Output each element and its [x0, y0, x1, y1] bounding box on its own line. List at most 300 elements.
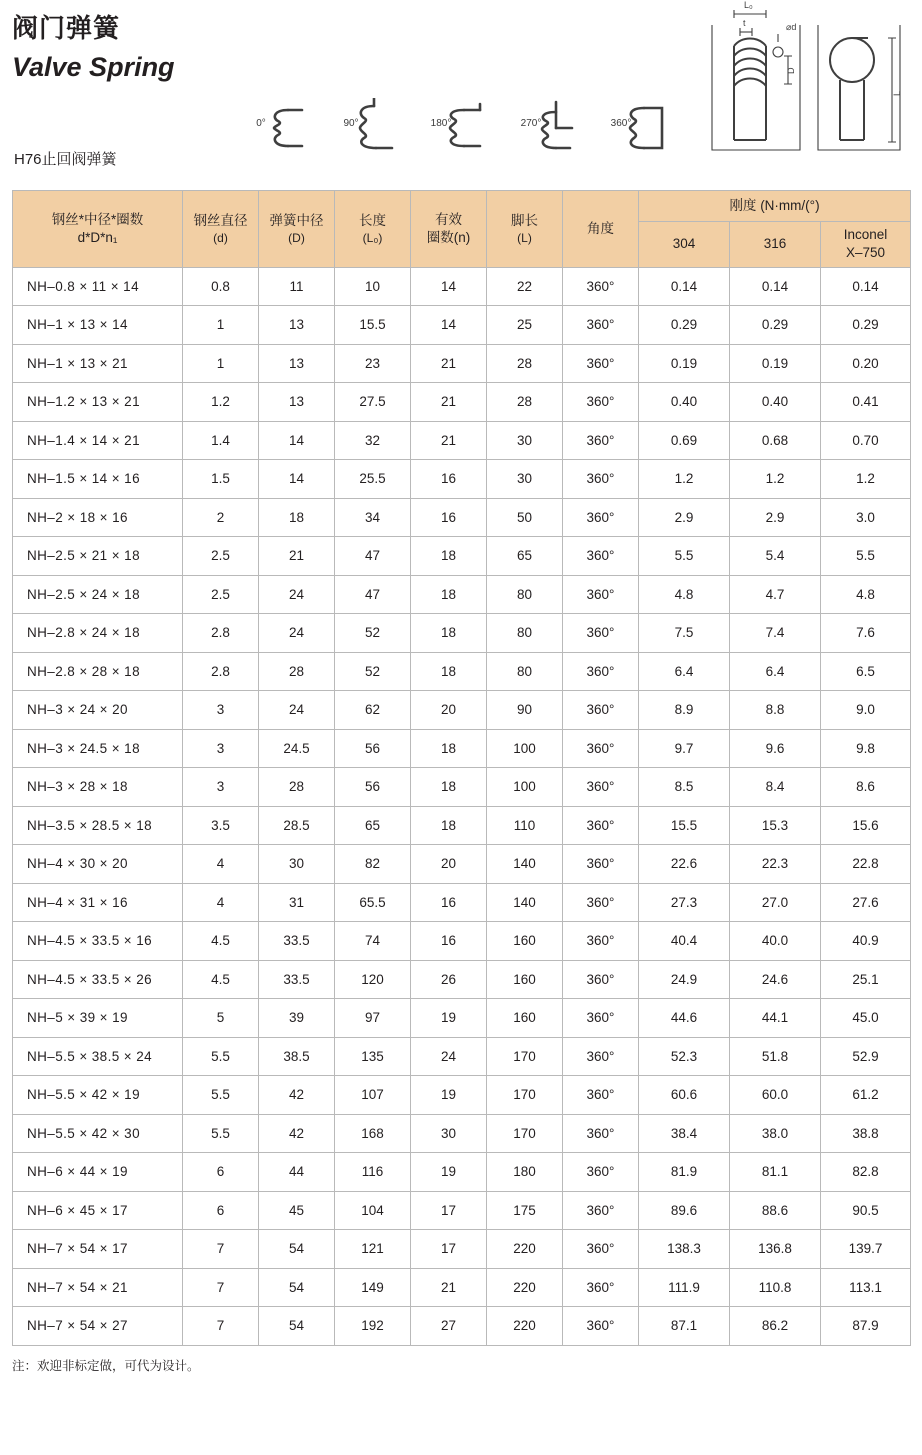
th-leg-length-line2: (L)	[517, 230, 532, 245]
cell-wire-diameter: 5.5	[183, 1076, 259, 1115]
cell-angle: 360°	[563, 306, 639, 345]
cell-leg-length: 28	[487, 344, 563, 383]
cell-leg-length: 80	[487, 614, 563, 653]
cell-stiffness-316: 88.6	[730, 1191, 821, 1230]
table-row	[13, 999, 911, 1038]
cell-leg-length: 220	[487, 1268, 563, 1307]
cell-mean-diameter: 30	[259, 845, 335, 884]
table-header	[13, 191, 911, 268]
table-row	[13, 1114, 911, 1153]
cell-leg-length: 160	[487, 999, 563, 1038]
cell-model: NH–4 × 30 × 20	[13, 845, 183, 884]
cell-wire-diameter: 4.5	[183, 922, 259, 961]
table-row	[13, 1268, 911, 1307]
cell-coils: 19	[411, 1153, 487, 1192]
cell-mean-diameter: 33.5	[259, 960, 335, 999]
th-coils-line1: 有效	[435, 211, 462, 227]
cell-mean-diameter: 54	[259, 1268, 335, 1307]
cell-leg-length: 80	[487, 652, 563, 691]
cell-model: NH–5 × 39 × 19	[13, 999, 183, 1038]
cell-coils: 18	[411, 652, 487, 691]
cell-mean-diameter: 54	[259, 1230, 335, 1269]
cell-leg-length: 90	[487, 691, 563, 730]
page-subtitle: H76止回阀弹簧	[14, 151, 117, 168]
th-leg-length-line1: 脚长	[511, 212, 538, 228]
table-row	[13, 267, 911, 306]
cell-stiffness-304: 22.6	[639, 845, 730, 884]
cell-length: 23	[335, 344, 411, 383]
cell-stiffness-inconel: 139.7	[821, 1230, 911, 1269]
cell-stiffness-304: 8.5	[639, 768, 730, 807]
cell-model: NH–1 × 13 × 21	[13, 344, 183, 383]
cell-angle: 360°	[563, 344, 639, 383]
cell-stiffness-304: 5.5	[639, 537, 730, 576]
cell-model: NH–4.5 × 33.5 × 26	[13, 960, 183, 999]
cell-stiffness-316: 7.4	[730, 614, 821, 653]
cell-stiffness-316: 38.0	[730, 1114, 821, 1153]
cell-coils: 26	[411, 960, 487, 999]
cell-leg-length: 50	[487, 498, 563, 537]
cell-stiffness-inconel: 0.70	[821, 421, 911, 460]
cell-stiffness-316: 22.3	[730, 845, 821, 884]
table-row	[13, 1076, 911, 1115]
table-row	[13, 922, 911, 961]
cell-stiffness-316: 2.9	[730, 498, 821, 537]
cell-stiffness-304: 1.2	[639, 460, 730, 499]
cell-stiffness-316: 110.8	[730, 1268, 821, 1307]
cell-angle: 360°	[563, 729, 639, 768]
cell-stiffness-inconel: 3.0	[821, 498, 911, 537]
cell-model: NH–7 × 54 × 21	[13, 1268, 183, 1307]
cell-wire-diameter: 1	[183, 306, 259, 345]
cell-angle: 360°	[563, 421, 639, 460]
cell-leg-length: 220	[487, 1230, 563, 1269]
table-row	[13, 1037, 911, 1076]
cell-stiffness-316: 0.19	[730, 344, 821, 383]
cell-length: 168	[335, 1114, 411, 1153]
angle-illustration-0	[244, 98, 316, 158]
cell-mean-diameter: 13	[259, 344, 335, 383]
cell-leg-length: 220	[487, 1307, 563, 1346]
cell-stiffness-inconel: 0.20	[821, 344, 911, 383]
cell-leg-length: 100	[487, 768, 563, 807]
cell-stiffness-304: 138.3	[639, 1230, 730, 1269]
table-row	[13, 883, 911, 922]
table-row	[13, 729, 911, 768]
cell-model: NH–3 × 28 × 18	[13, 768, 183, 807]
angle-label: 270°	[520, 118, 542, 129]
th-material-inconel-line1: Inconel	[843, 227, 888, 243]
cell-mean-diameter: 13	[259, 383, 335, 422]
cell-angle: 360°	[563, 883, 639, 922]
cell-length: 74	[335, 922, 411, 961]
cell-wire-diameter: 3	[183, 768, 259, 807]
cell-angle: 360°	[563, 267, 639, 306]
cell-angle: 360°	[563, 575, 639, 614]
th-model-line1: 钢丝*中径*圈数	[51, 211, 144, 227]
cell-mean-diameter: 39	[259, 999, 335, 1038]
cell-leg-length: 140	[487, 883, 563, 922]
table-row	[13, 960, 911, 999]
cell-model: NH–3.5 × 28.5 × 18	[13, 806, 183, 845]
cell-stiffness-304: 111.9	[639, 1268, 730, 1307]
cell-model: NH–2.5 × 21 × 18	[13, 537, 183, 576]
cell-model: NH–1.4 × 14 × 21	[13, 421, 183, 460]
cell-angle: 360°	[563, 1307, 639, 1346]
cell-wire-diameter: 4	[183, 883, 259, 922]
cell-length: 120	[335, 960, 411, 999]
cell-length: 56	[335, 768, 411, 807]
cell-mean-diameter: 18	[259, 498, 335, 537]
th-angle: 角度	[563, 191, 639, 268]
cell-stiffness-inconel: 15.6	[821, 806, 911, 845]
cell-model: NH–1 × 13 × 14	[13, 306, 183, 345]
cell-length: 25.5	[335, 460, 411, 499]
cell-leg-length: 22	[487, 267, 563, 306]
cell-length: 192	[335, 1307, 411, 1346]
cell-stiffness-304: 9.7	[639, 729, 730, 768]
cell-stiffness-304: 81.9	[639, 1153, 730, 1192]
cell-leg-length: 65	[487, 537, 563, 576]
cell-stiffness-inconel: 82.8	[821, 1153, 911, 1192]
cell-leg-length: 170	[487, 1114, 563, 1153]
cell-mean-diameter: 13	[259, 306, 335, 345]
cell-length: 135	[335, 1037, 411, 1076]
angle-illustration-row	[244, 98, 676, 158]
cell-coils: 17	[411, 1230, 487, 1269]
cell-stiffness-316: 9.6	[730, 729, 821, 768]
cell-angle: 360°	[563, 845, 639, 884]
cell-stiffness-inconel: 6.5	[821, 652, 911, 691]
cell-mean-diameter: 11	[259, 267, 335, 306]
table-row	[13, 344, 911, 383]
dimension-label-d: ⌀d	[786, 22, 797, 32]
cell-model: NH–5.5 × 42 × 19	[13, 1076, 183, 1115]
cell-wire-diameter: 2.8	[183, 652, 259, 691]
cell-coils: 19	[411, 999, 487, 1038]
cell-length: 97	[335, 999, 411, 1038]
cell-length: 47	[335, 575, 411, 614]
cell-model: NH–6 × 44 × 19	[13, 1153, 183, 1192]
cell-wire-diameter: 1.2	[183, 383, 259, 422]
cell-leg-length: 100	[487, 729, 563, 768]
cell-stiffness-inconel: 7.6	[821, 614, 911, 653]
cell-leg-length: 30	[487, 460, 563, 499]
cell-stiffness-inconel: 45.0	[821, 999, 911, 1038]
cell-coils: 20	[411, 691, 487, 730]
table-row	[13, 806, 911, 845]
cell-stiffness-304: 24.9	[639, 960, 730, 999]
cell-angle: 360°	[563, 383, 639, 422]
cell-stiffness-316: 44.1	[730, 999, 821, 1038]
cell-stiffness-316: 0.14	[730, 267, 821, 306]
cell-mean-diameter: 28.5	[259, 806, 335, 845]
cell-coils: 17	[411, 1191, 487, 1230]
cell-mean-diameter: 24	[259, 614, 335, 653]
cell-model: NH–5.5 × 38.5 × 24	[13, 1037, 183, 1076]
table-row	[13, 1191, 911, 1230]
cell-mean-diameter: 38.5	[259, 1037, 335, 1076]
cell-mean-diameter: 54	[259, 1307, 335, 1346]
cell-coils: 21	[411, 421, 487, 460]
cell-stiffness-304: 27.3	[639, 883, 730, 922]
cell-coils: 18	[411, 575, 487, 614]
cell-angle: 360°	[563, 1191, 639, 1230]
cell-stiffness-316: 5.4	[730, 537, 821, 576]
angle-illustration-270	[514, 98, 586, 158]
cell-stiffness-304: 0.40	[639, 383, 730, 422]
cell-coils: 16	[411, 922, 487, 961]
cell-stiffness-inconel: 0.14	[821, 267, 911, 306]
th-mean-diameter-line1: 弹簧中径	[269, 212, 324, 228]
cell-wire-diameter: 3.5	[183, 806, 259, 845]
cell-model: NH–2.5 × 24 × 18	[13, 575, 183, 614]
table-row	[13, 383, 911, 422]
cell-coils: 18	[411, 768, 487, 807]
cell-stiffness-inconel: 38.8	[821, 1114, 911, 1153]
th-coils-line2: 圈数(n)	[426, 229, 471, 245]
cell-stiffness-316: 0.40	[730, 383, 821, 422]
cell-model: NH–1.2 × 13 × 21	[13, 383, 183, 422]
table-row	[13, 421, 911, 460]
cell-stiffness-316: 81.1	[730, 1153, 821, 1192]
cell-length: 107	[335, 1076, 411, 1115]
cell-stiffness-inconel: 90.5	[821, 1191, 911, 1230]
cell-coils: 24	[411, 1037, 487, 1076]
cell-wire-diameter: 3	[183, 729, 259, 768]
cell-mean-diameter: 24.5	[259, 729, 335, 768]
table-row	[13, 1153, 911, 1192]
cell-stiffness-316: 4.7	[730, 575, 821, 614]
table-body	[13, 267, 911, 1345]
cell-mean-diameter: 42	[259, 1076, 335, 1115]
cell-stiffness-316: 60.0	[730, 1076, 821, 1115]
cell-stiffness-316: 8.8	[730, 691, 821, 730]
cell-angle: 360°	[563, 768, 639, 807]
cell-length: 116	[335, 1153, 411, 1192]
cell-wire-diameter: 5	[183, 999, 259, 1038]
cell-length: 62	[335, 691, 411, 730]
cell-stiffness-304: 4.8	[639, 575, 730, 614]
cell-leg-length: 170	[487, 1076, 563, 1115]
th-wire-diameter-line1: 钢丝直径	[193, 212, 248, 228]
th-length-line2: (L₀)	[362, 230, 383, 245]
th-stiffness-group: 刚度 (N·mm/(°)	[639, 191, 911, 222]
cell-stiffness-316: 24.6	[730, 960, 821, 999]
cell-length: 149	[335, 1268, 411, 1307]
cell-coils: 16	[411, 883, 487, 922]
cell-wire-diameter: 2.8	[183, 614, 259, 653]
cell-stiffness-316: 8.4	[730, 768, 821, 807]
cell-coils: 14	[411, 306, 487, 345]
spring-dimension-svg	[700, 0, 910, 170]
th-model-line2: d*D*n₁	[77, 229, 118, 245]
cell-angle: 360°	[563, 498, 639, 537]
cell-angle: 360°	[563, 922, 639, 961]
cell-stiffness-304: 0.14	[639, 267, 730, 306]
th-wire-diameter-line2: (d)	[213, 230, 228, 245]
cell-length: 52	[335, 614, 411, 653]
table-row	[13, 537, 911, 576]
cell-angle: 360°	[563, 460, 639, 499]
th-coils	[411, 191, 487, 268]
cell-stiffness-inconel: 4.8	[821, 575, 911, 614]
cell-wire-diameter: 2.5	[183, 575, 259, 614]
th-leg-length	[487, 191, 563, 268]
cell-stiffness-inconel: 9.8	[821, 729, 911, 768]
cell-mean-diameter: 21	[259, 537, 335, 576]
cell-model: NH–2.8 × 28 × 18	[13, 652, 183, 691]
page-title-cn: 阀门弹簧	[12, 13, 121, 43]
table-row	[13, 1307, 911, 1346]
cell-angle: 360°	[563, 1114, 639, 1153]
cell-wire-diameter: 6	[183, 1191, 259, 1230]
cell-stiffness-304: 38.4	[639, 1114, 730, 1153]
cell-leg-length: 160	[487, 922, 563, 961]
cell-stiffness-304: 8.9	[639, 691, 730, 730]
cell-coils: 18	[411, 806, 487, 845]
cell-model: NH–2 × 18 × 16	[13, 498, 183, 537]
cell-coils: 18	[411, 729, 487, 768]
table-header-row-1	[13, 191, 911, 222]
cell-stiffness-316: 1.2	[730, 460, 821, 499]
cell-angle: 360°	[563, 1037, 639, 1076]
table-row	[13, 768, 911, 807]
cell-stiffness-inconel: 22.8	[821, 845, 911, 884]
table-row	[13, 691, 911, 730]
cell-stiffness-316: 15.3	[730, 806, 821, 845]
cell-coils: 21	[411, 383, 487, 422]
cell-stiffness-inconel: 5.5	[821, 537, 911, 576]
cell-stiffness-inconel: 87.9	[821, 1307, 911, 1346]
cell-wire-diameter: 6	[183, 1153, 259, 1192]
cell-length: 104	[335, 1191, 411, 1230]
angle-illustration-90	[334, 98, 406, 158]
page-header	[12, 0, 910, 190]
spring-spec-table	[12, 190, 911, 1346]
cell-model: NH–7 × 54 × 27	[13, 1307, 183, 1346]
th-material-316: 316	[730, 222, 821, 267]
cell-wire-diameter: 1.4	[183, 421, 259, 460]
dimension-label-l0: L₀	[744, 0, 753, 10]
cell-length: 47	[335, 537, 411, 576]
cell-coils: 16	[411, 460, 487, 499]
cell-angle: 360°	[563, 1230, 639, 1269]
cell-leg-length: 175	[487, 1191, 563, 1230]
cell-stiffness-inconel: 0.41	[821, 383, 911, 422]
page-title-en: Valve Spring	[12, 52, 175, 82]
cell-angle: 360°	[563, 1153, 639, 1192]
cell-angle: 360°	[563, 960, 639, 999]
cell-stiffness-304: 0.29	[639, 306, 730, 345]
cell-stiffness-inconel: 1.2	[821, 460, 911, 499]
cell-stiffness-304: 89.6	[639, 1191, 730, 1230]
cell-mean-diameter: 31	[259, 883, 335, 922]
cell-mean-diameter: 14	[259, 460, 335, 499]
table-row	[13, 845, 911, 884]
angle-label: 90°	[343, 118, 359, 129]
angle-illustration-360	[604, 98, 676, 158]
cell-length: 65	[335, 806, 411, 845]
cell-wire-diameter: 3	[183, 691, 259, 730]
cell-length: 27.5	[335, 383, 411, 422]
cell-length: 65.5	[335, 883, 411, 922]
cell-length: 82	[335, 845, 411, 884]
cell-length: 34	[335, 498, 411, 537]
cell-model: NH–1.5 × 14 × 16	[13, 460, 183, 499]
table-row	[13, 652, 911, 691]
angle-illustration-180	[424, 98, 496, 158]
cell-model: NH–2.8 × 24 × 18	[13, 614, 183, 653]
dimension-label-L: L	[892, 90, 902, 96]
cell-stiffness-inconel: 113.1	[821, 1268, 911, 1307]
cell-stiffness-inconel: 8.6	[821, 768, 911, 807]
cell-coils: 18	[411, 537, 487, 576]
cell-stiffness-inconel: 61.2	[821, 1076, 911, 1115]
angle-label: 360°	[610, 118, 632, 129]
cell-wire-diameter: 1	[183, 344, 259, 383]
cell-length: 15.5	[335, 306, 411, 345]
cell-stiffness-304: 2.9	[639, 498, 730, 537]
cell-angle: 360°	[563, 537, 639, 576]
cell-stiffness-316: 27.0	[730, 883, 821, 922]
cell-leg-length: 80	[487, 575, 563, 614]
cell-model: NH–7 × 54 × 17	[13, 1230, 183, 1269]
cell-leg-length: 160	[487, 960, 563, 999]
cell-mean-diameter: 45	[259, 1191, 335, 1230]
cell-stiffness-304: 0.19	[639, 344, 730, 383]
cell-mean-diameter: 28	[259, 768, 335, 807]
cell-stiffness-304: 6.4	[639, 652, 730, 691]
cell-stiffness-316: 0.29	[730, 306, 821, 345]
cell-stiffness-304: 40.4	[639, 922, 730, 961]
cell-stiffness-304: 7.5	[639, 614, 730, 653]
cell-mean-diameter: 33.5	[259, 922, 335, 961]
table-row	[13, 306, 911, 345]
cell-wire-diameter: 7	[183, 1268, 259, 1307]
angle-label: 180°	[430, 118, 452, 129]
cell-stiffness-inconel: 0.29	[821, 306, 911, 345]
cell-length: 32	[335, 421, 411, 460]
cell-wire-diameter: 5.5	[183, 1114, 259, 1153]
cell-model: NH–4.5 × 33.5 × 16	[13, 922, 183, 961]
cell-coils: 14	[411, 267, 487, 306]
cell-mean-diameter: 14	[259, 421, 335, 460]
cell-stiffness-inconel: 25.1	[821, 960, 911, 999]
cell-wire-diameter: 1.5	[183, 460, 259, 499]
cell-length: 121	[335, 1230, 411, 1269]
cell-wire-diameter: 4	[183, 845, 259, 884]
cell-stiffness-inconel: 9.0	[821, 691, 911, 730]
cell-mean-diameter: 24	[259, 575, 335, 614]
th-material-inconel-line2: X–750	[845, 245, 886, 261]
cell-stiffness-304: 0.69	[639, 421, 730, 460]
cell-coils: 30	[411, 1114, 487, 1153]
cell-stiffness-inconel: 27.6	[821, 883, 911, 922]
cell-angle: 360°	[563, 652, 639, 691]
cell-stiffness-304: 60.6	[639, 1076, 730, 1115]
cell-coils: 21	[411, 1268, 487, 1307]
cell-angle: 360°	[563, 614, 639, 653]
cell-stiffness-316: 40.0	[730, 922, 821, 961]
cell-angle: 360°	[563, 1268, 639, 1307]
table-row	[13, 1230, 911, 1269]
spring-dimension-diagram	[700, 0, 910, 170]
angle-label: 0°	[256, 118, 266, 129]
cell-stiffness-inconel: 52.9	[821, 1037, 911, 1076]
table-row	[13, 575, 911, 614]
table-row	[13, 460, 911, 499]
